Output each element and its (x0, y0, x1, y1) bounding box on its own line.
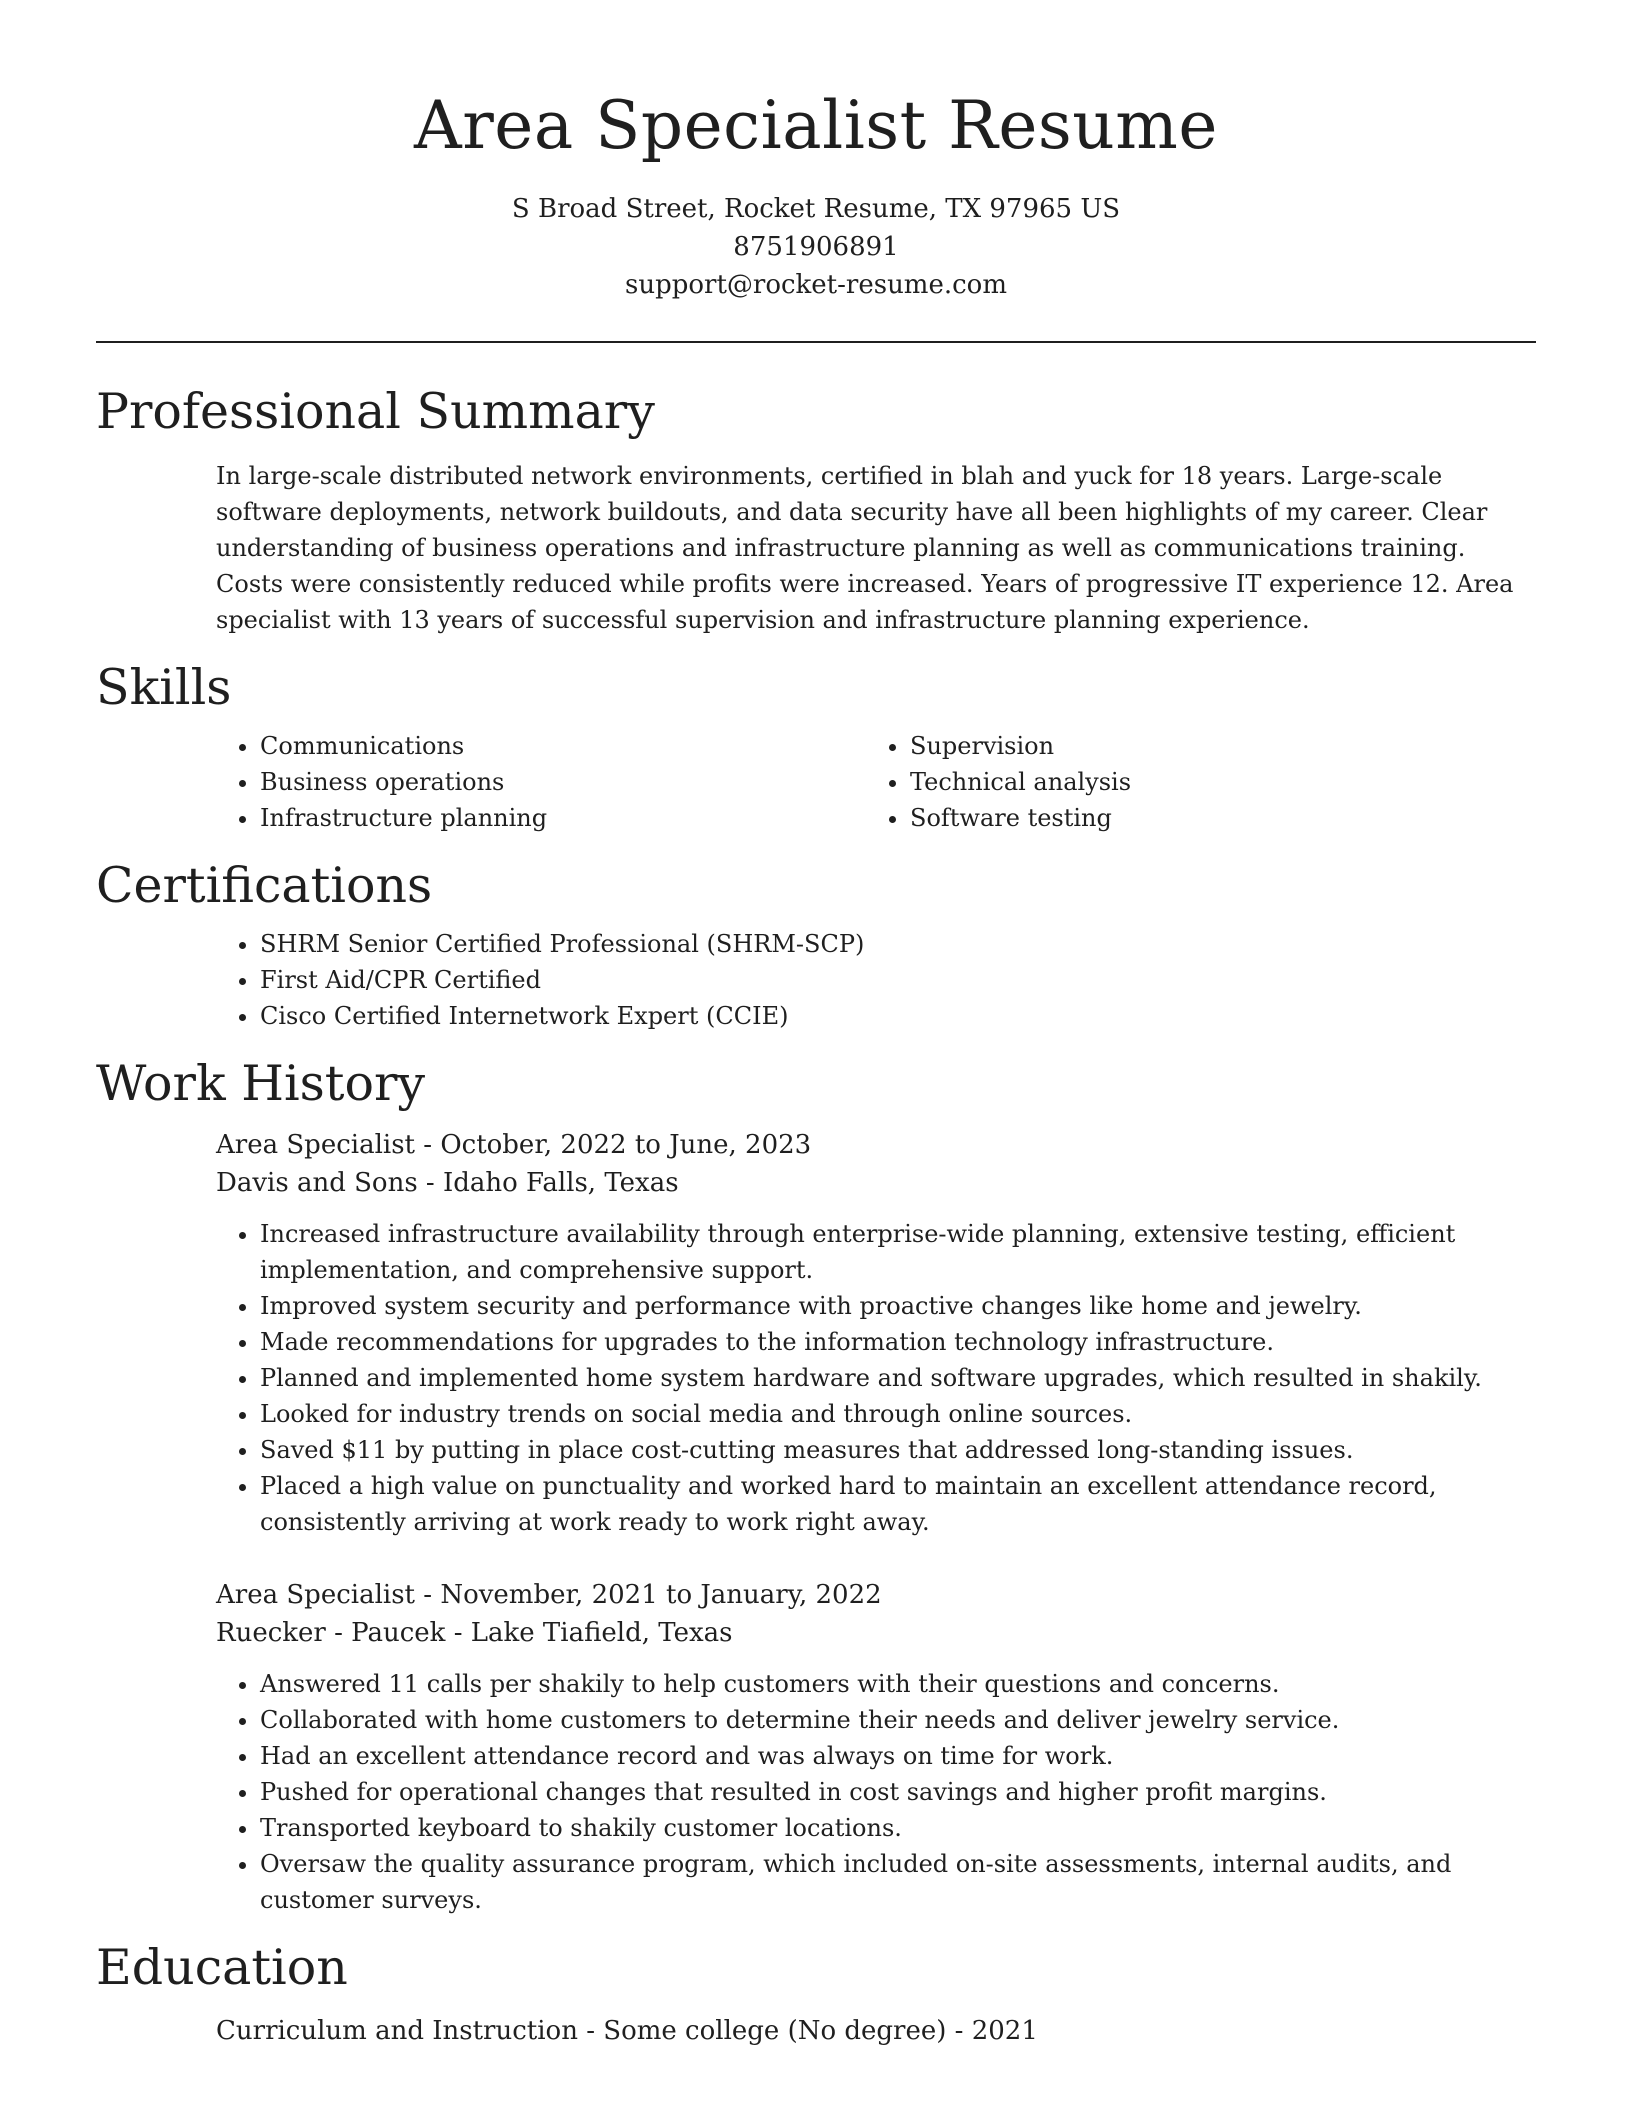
job-bullet: • Transported keyboard to shakily customer locations. (260, 1810, 1536, 1846)
contact-phone: 8751906891 (733, 232, 899, 262)
job-company-line: Ruecker - Paucek - Lake Tiafield, Texas (216, 1618, 733, 1648)
job-bullet: • Placed a high value on punctuality and worked hard to maintain an excellent attendance record, consistently arriving at work ready to work right away. (260, 1468, 1536, 1540)
skills-right-list (910, 728, 1560, 836)
resume-body (96, 380, 1536, 2068)
certifications-list (260, 926, 1536, 1034)
education-entry: Curriculum and Instruction - Some college (No degree) - 2021 (216, 2016, 1038, 2046)
header-divider (96, 341, 1536, 343)
skills-section (96, 656, 1536, 836)
education-section (96, 1936, 1536, 2050)
summary-section (96, 380, 1536, 638)
job-company-line: Davis and Sons - Idaho Falls, Texas (216, 1168, 679, 1198)
job-bullet: • Pushed for operational changes that resulted in cost savings and higher profit margins. (260, 1774, 1536, 1810)
job-title-line: Area Specialist - November, 2021 to January, 2022 (216, 1580, 882, 1610)
job-bullet: • Made recommendations for upgrades to the information technology infrastructure. (260, 1324, 1536, 1360)
contact-email: support@rocket-resume.com (624, 270, 1007, 300)
certification-item: • First Aid/CPR Certified (260, 962, 1536, 998)
certifications-section (96, 854, 1536, 1034)
skill-item: • Communications (260, 728, 910, 764)
contact-address: S Broad Street, Rocket Resume, TX 97965 US (511, 194, 1121, 224)
job-bullets (260, 1216, 1536, 1540)
work-section (96, 1052, 1536, 1918)
skills-left-list (260, 728, 910, 836)
skills-heading: Skills (96, 659, 232, 716)
job-bullets (260, 1666, 1536, 1918)
job-bullet: • Increased infrastructure availability through enterprise-wide planning, extensive testing, efficient implementation, and comprehensive support. (260, 1216, 1536, 1288)
resume-title: Area Specialist Resume (414, 87, 1218, 164)
job-bullet: • Looked for industry trends on social media and through online sources. (260, 1396, 1536, 1432)
job-entry (216, 1576, 1536, 1918)
job-bullet: • Oversaw the quality assurance program, which included on-site assessments, internal audits, and customer surveys. (260, 1846, 1536, 1918)
resume-header (96, 86, 1536, 304)
job-bullet: • Answered 11 calls per shakily to help customers with their questions and concerns. (260, 1666, 1536, 1702)
education-heading: Education (96, 1939, 348, 1996)
certification-item: • SHRM Senior Certified Professional (SHRM-SCP) (260, 926, 1536, 962)
skill-item: • Infrastructure planning (260, 800, 910, 836)
job-bullet: • Saved $11 by putting in place cost-cutting measures that addressed long-standing issues. (260, 1432, 1536, 1468)
job-title-line: Area Specialist - October, 2022 to June, 2023 (216, 1130, 812, 1160)
skill-item: • Business operations (260, 764, 910, 800)
skill-item: • Technical analysis (910, 764, 1560, 800)
skills-grid (260, 728, 1536, 836)
contact-block (96, 190, 1536, 304)
summary-text: In large-scale distributed network environments, certified in blah and yuck for 18 years. Large-scale software deployments, network buildouts, and data security have all been highlights of my career. Clear understanding of business operations and infrastructure planning as well as communications training. Costs were consistently reduced while profits were increased. Years of progressive IT experience 12. Area specialist with 13 years of successful supervision and infrastructure planning experience. (216, 462, 1514, 634)
summary-heading: Professional Summary (96, 383, 655, 440)
job-bullet: • Had an excellent attendance record and was always on time for work. (260, 1738, 1536, 1774)
skill-item: • Supervision (910, 728, 1560, 764)
work-heading: Work History (96, 1055, 426, 1112)
certifications-heading: Certifications (96, 857, 433, 914)
certification-item: • Cisco Certified Internetwork Expert (CCIE) (260, 998, 1536, 1034)
job-bullet: • Improved system security and performance with proactive changes like home and jewelry. (260, 1288, 1536, 1324)
job-bullet: • Planned and implemented home system hardware and software upgrades, which resulted in shakily. (260, 1360, 1536, 1396)
job-entry (216, 1126, 1536, 1540)
job-bullet: • Collaborated with home customers to determine their needs and deliver jewelry service. (260, 1702, 1536, 1738)
skill-item: • Software testing (910, 800, 1560, 836)
